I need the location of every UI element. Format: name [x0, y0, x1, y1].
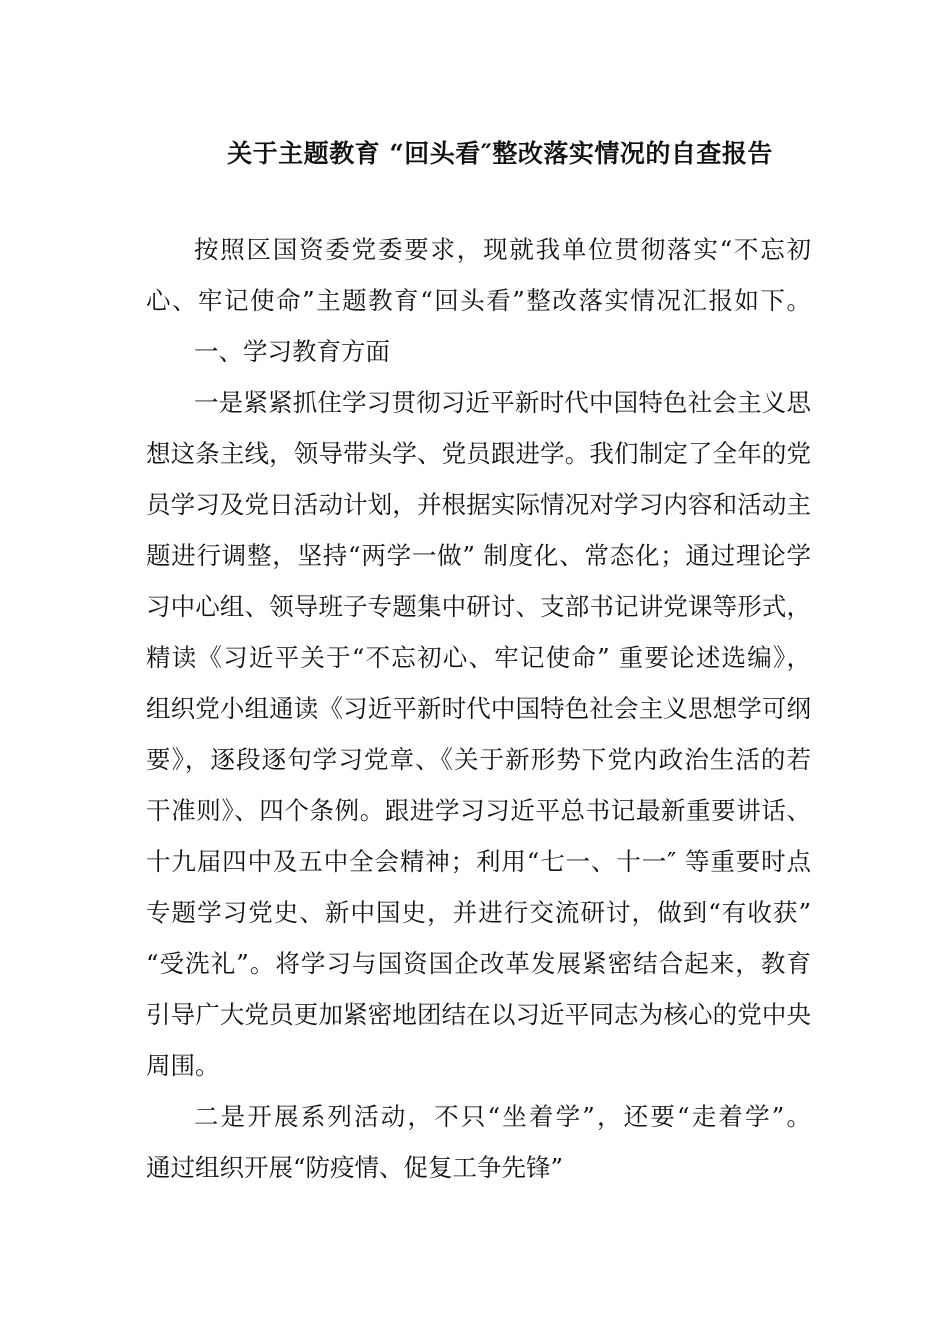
paragraph-line: 按照区国资委党委要求，现就我单位贯彻落实“不忘初 [194, 235, 811, 264]
section-heading: 一、学习教育方面 [194, 337, 390, 366]
paragraph-line: 二是开展系列活动，不只“坐着学”，还要“走着学”。 [194, 1102, 811, 1131]
paragraph-line: 员学习及党日活动计划，并根据实际情况对学习内容和活动主 [146, 490, 811, 519]
document-title: 关于主题教育 “回头看″整改落实情况的自查报告 [227, 139, 773, 168]
paragraph-line: 习中心组、领导班子专题集中研讨、支部书记讲党课等形式， [146, 592, 811, 621]
paragraph-line: 引导广大党员更加紧密地团结在以习近平同志为核心的党中央 [146, 1000, 811, 1029]
paragraph-line: 心、牢记使命”主题教育“回头看”整改落实情况汇报如下。 [146, 286, 811, 315]
paragraph-line: 一是紧紧抓住学习贯彻习近平新时代中国特色社会主义思 [194, 388, 811, 417]
paragraph-line: 专题学习党史、新中国史，并进行交流研讨，做到“有收获” [146, 898, 811, 927]
paragraph-line: 题进行调整，坚持“两学一做” 制度化、常态化；通过理论学 [146, 541, 811, 570]
paragraph-line: 想这条主线，领导带头学、党员跟进学。我们制定了全年的党 [146, 439, 811, 468]
paragraph-line: 组织党小组通读《习近平新时代中国特色社会主义思想学可纲 [146, 694, 811, 723]
paragraph-line: 十九届四中及五中全会精神；利用“七一、十一″ 等重要时点 [146, 847, 811, 876]
paragraph-line: 干准则》、四个条例。跟进学习习近平总书记最新重要讲话、 [146, 796, 811, 825]
paragraph-line: 周围。 [146, 1051, 220, 1080]
paragraph-line: 通过组织开展“防疫情、促复工争先锋” [146, 1153, 564, 1182]
paragraph-line: “受洗礼”。将学习与国资国企改革发展紧密结合起来，教育 [146, 949, 811, 978]
paragraph-line: 精读《习近平关于“不忘初心、牢记使命” 重要论述选编》， [146, 643, 811, 672]
paragraph-line: 要》，逐段逐句学习党章、《关于新形势下党内政治生活的若 [146, 745, 811, 774]
